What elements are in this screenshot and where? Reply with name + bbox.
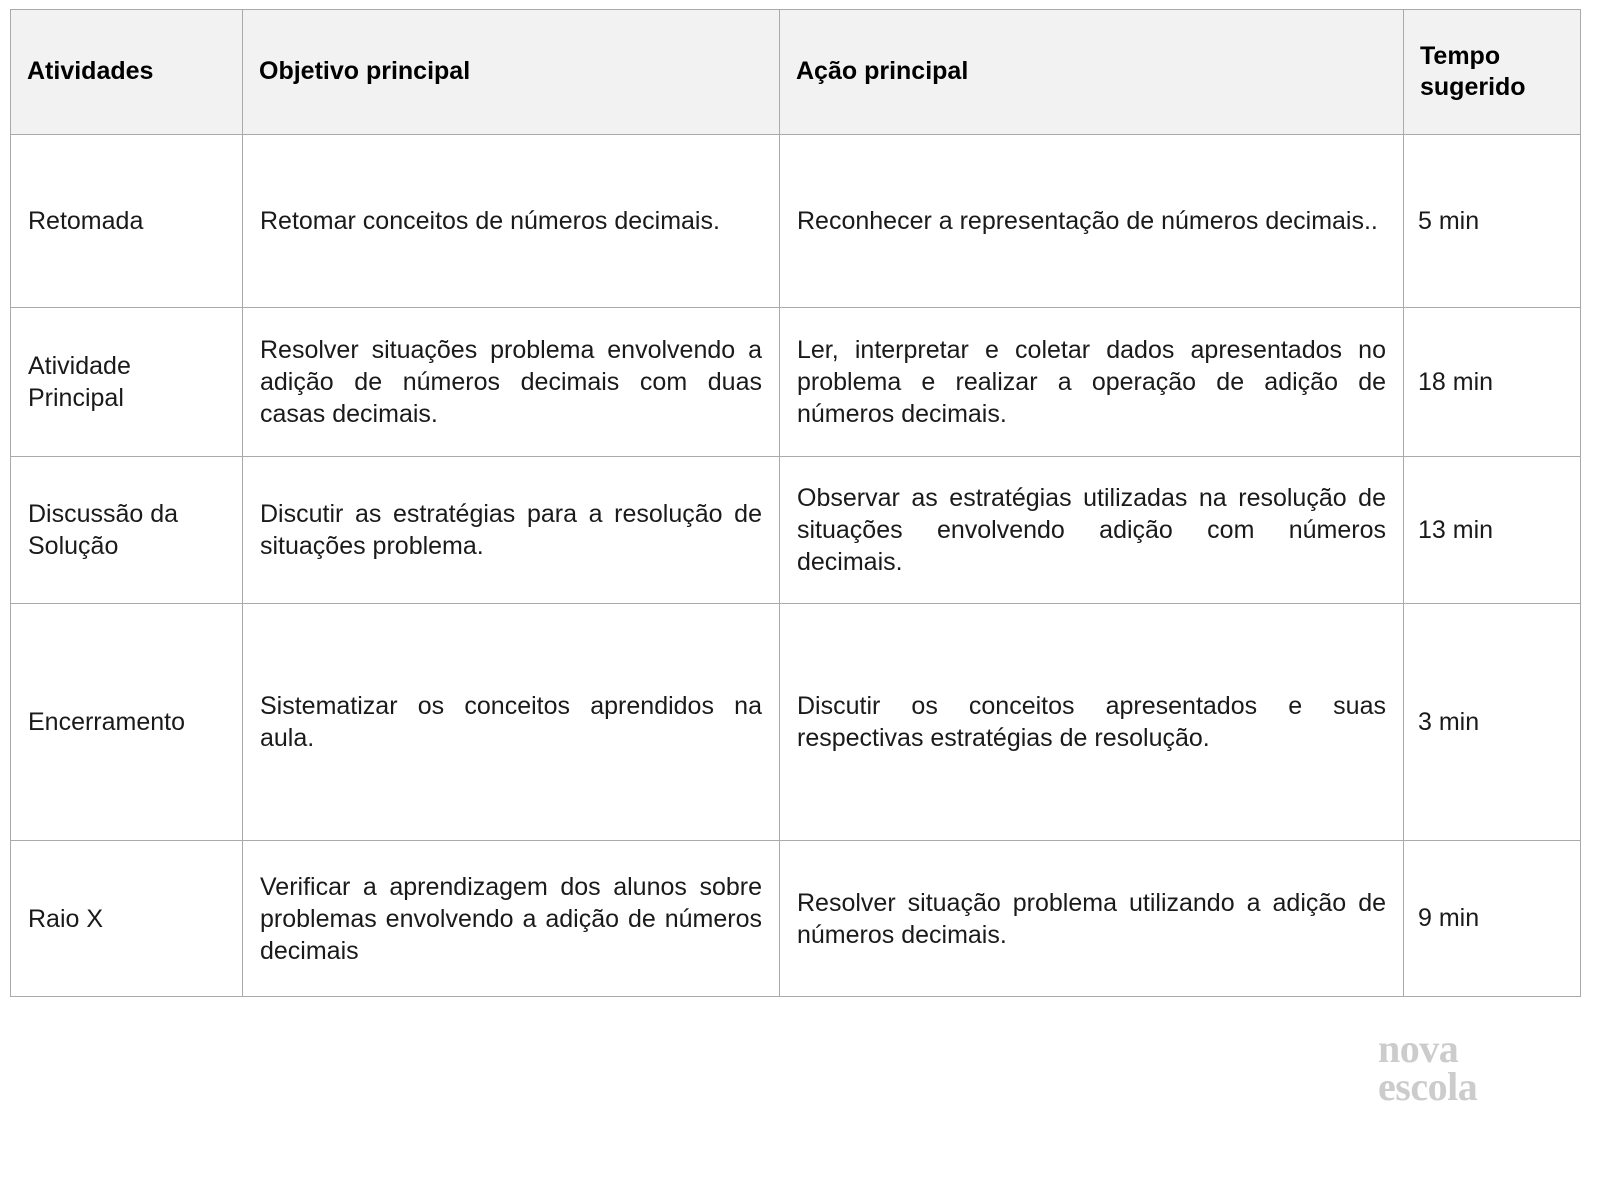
activity-name: Retomada bbox=[28, 207, 144, 235]
activity-action: Resolver situação problema utilizando a adição de números decimais. bbox=[797, 888, 1386, 949]
table-row bbox=[11, 308, 1581, 457]
activity-action: Reconhecer a representação de números decimais.. bbox=[797, 207, 1378, 235]
activity-objective: Resolver situações problema envolvendo a adição de números decimais com duas casas decimais. bbox=[260, 336, 762, 428]
logo-line-escola: escola bbox=[1378, 1063, 1478, 1109]
cell-objetivo bbox=[243, 308, 780, 457]
activity-objective: Retomar conceitos de números decimais. bbox=[260, 207, 720, 235]
column-header-acao-label: Ação principal bbox=[796, 57, 969, 86]
cell-tempo bbox=[1404, 308, 1581, 457]
cell-atividade bbox=[11, 457, 243, 604]
logo-line-nova: nova bbox=[1378, 1026, 1459, 1071]
header-row bbox=[11, 10, 1581, 135]
activity-name: Atividade Principal bbox=[28, 352, 131, 412]
column-header-acao bbox=[780, 10, 1404, 135]
column-header-tempo-label: Tempo sugerido bbox=[1420, 41, 1526, 101]
table-body bbox=[11, 135, 1581, 997]
column-header-objetivo-label: Objetivo principal bbox=[259, 57, 471, 86]
table-row bbox=[11, 841, 1581, 997]
activity-action: Discutir os conceitos apresentados e suas respectivas estratégias de resolução. bbox=[797, 692, 1386, 752]
cell-tempo bbox=[1404, 135, 1581, 308]
cell-atividade bbox=[11, 604, 243, 841]
cell-objetivo bbox=[243, 841, 780, 997]
cell-acao bbox=[780, 604, 1404, 841]
activity-objective: Sistematizar os conceitos aprendidos na aula. bbox=[260, 692, 762, 752]
activity-objective: Discutir as estratégias para a resolução de situações problema. bbox=[260, 500, 762, 560]
activity-duration: 5 min bbox=[1418, 206, 1480, 235]
table-row bbox=[11, 135, 1581, 308]
table-header bbox=[11, 10, 1581, 135]
activity-duration: 9 min bbox=[1418, 904, 1480, 932]
activity-action: Ler, interpretar e coletar dados apresentados no problema e realizar a operação de adição de números decimais. bbox=[797, 336, 1386, 428]
activity-duration: 3 min bbox=[1418, 707, 1480, 736]
activity-objective: Verificar a aprendizagem dos alunos sobre problemas envolvendo a adição de números decimais bbox=[260, 872, 762, 965]
activity-duration: 18 min bbox=[1418, 367, 1494, 396]
cell-objetivo bbox=[243, 457, 780, 604]
cell-tempo bbox=[1404, 604, 1581, 841]
activity-name: Encerramento bbox=[28, 708, 186, 736]
activity-duration: 13 min bbox=[1418, 515, 1494, 544]
column-header-tempo bbox=[1404, 10, 1581, 135]
column-header-objetivo bbox=[243, 10, 780, 135]
cell-objetivo bbox=[243, 604, 780, 841]
column-header-atividades-label: Atividades bbox=[27, 57, 154, 86]
cell-atividade bbox=[11, 308, 243, 457]
activity-name: Discussão da Solução bbox=[28, 500, 179, 560]
activity-name: Raio X bbox=[28, 904, 104, 933]
cell-acao bbox=[780, 135, 1404, 308]
lesson-plan-table bbox=[10, 9, 1581, 997]
table-row bbox=[11, 457, 1581, 604]
activity-action: Observar as estratégias utilizadas na resolução de situações envolvendo adição com números decimais. bbox=[797, 484, 1386, 576]
cell-acao bbox=[780, 841, 1404, 997]
cell-atividade bbox=[11, 135, 243, 308]
cell-acao bbox=[780, 308, 1404, 457]
nova-escola-logo bbox=[1378, 1026, 1508, 1109]
column-header-atividades bbox=[11, 10, 243, 135]
cell-tempo bbox=[1404, 841, 1581, 997]
cell-objetivo bbox=[243, 135, 780, 308]
cell-tempo bbox=[1404, 457, 1581, 604]
cell-acao bbox=[780, 457, 1404, 604]
table-row bbox=[11, 604, 1581, 841]
cell-atividade bbox=[11, 841, 243, 997]
